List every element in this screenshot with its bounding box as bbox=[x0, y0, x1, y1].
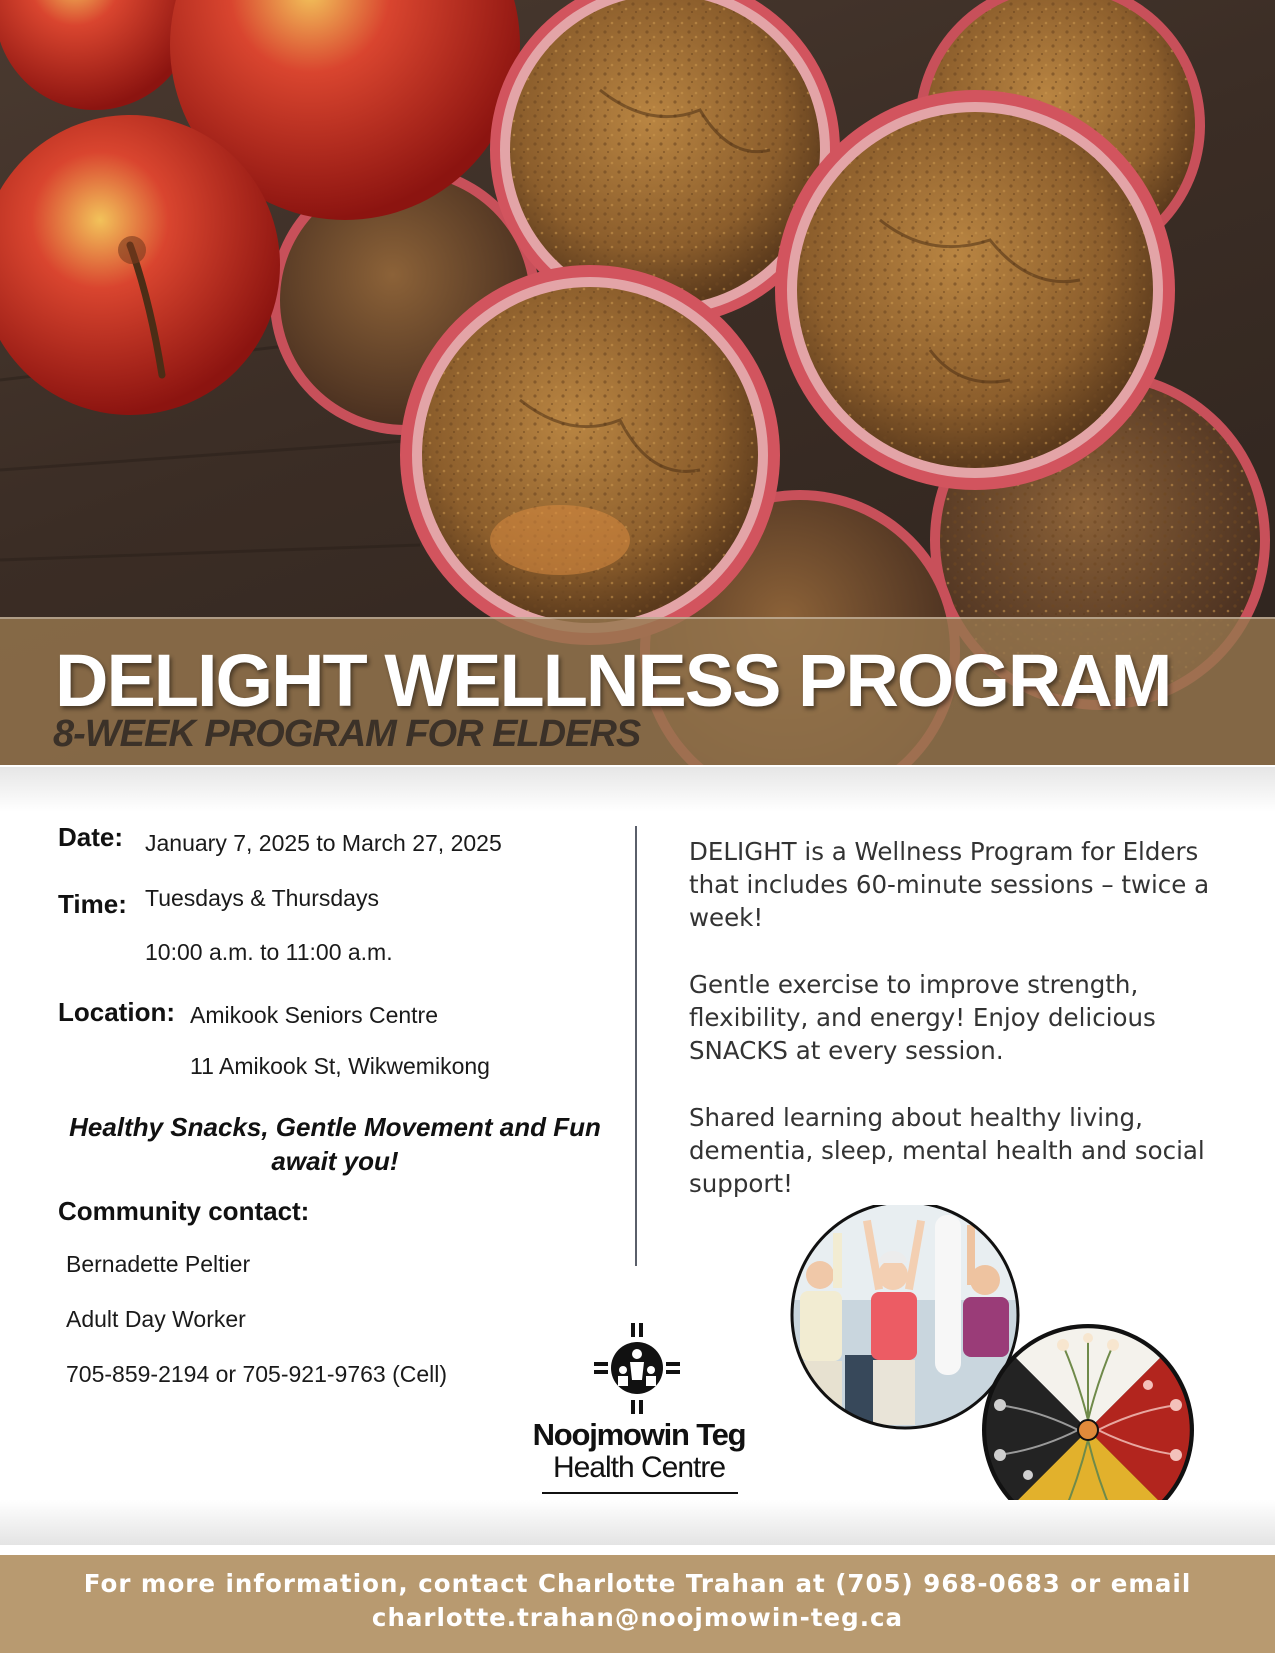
hero-banner bbox=[0, 0, 1275, 765]
footer-email[interactable]: charlotte.trahan@noojmowin-teg.ca bbox=[371, 1603, 904, 1632]
promo-line-2: await you! bbox=[271, 1146, 399, 1176]
medicine-figure-emblem-icon bbox=[510, 1318, 770, 1418]
footer-contact-bar bbox=[0, 1552, 1275, 1653]
logo-subname: Health Centre bbox=[552, 1451, 726, 1484]
footer-line-1: For more information, contact Charlotte Trahan at (705) 968-0683 or email bbox=[83, 1569, 1192, 1598]
contact-name: Bernadette Peltier bbox=[66, 1251, 251, 1277]
program-title: DELIGHT WELLNESS PROGRAM bbox=[55, 639, 1171, 722]
description-para-1: DELIGHT is a Wellness Program for Elders that includes 60-minute sessions – twice a week! bbox=[689, 837, 1210, 932]
time-days: Tuesdays & Thursdays bbox=[145, 885, 379, 911]
contact-role: Adult Day Worker bbox=[66, 1306, 246, 1332]
location-address: 11 Amikook St, Wikwemikong bbox=[190, 1053, 490, 1079]
contact-label: Community contact: bbox=[58, 1196, 310, 1226]
promo-line-1: Healthy Snacks, Gentle Movement and Fun bbox=[69, 1112, 601, 1142]
time-label: Time: bbox=[58, 889, 127, 919]
description-para-2: Gentle exercise to improve strength, flexibility, and energy! Enjoy delicious SNACKS at every session. bbox=[689, 970, 1156, 1065]
photo-illustrations bbox=[785, 1205, 1205, 1535]
time-hours: 10:00 a.m. to 11:00 a.m. bbox=[145, 939, 393, 965]
photo-group bbox=[785, 1205, 1205, 1540]
location-name: Amikook Seniors Centre bbox=[190, 1002, 438, 1028]
logo-rule bbox=[542, 1492, 738, 1494]
program-subtitle: 8-WEEK PROGRAM FOR ELDERS bbox=[53, 713, 641, 755]
location-label: Location: bbox=[58, 997, 175, 1027]
hero-shadow bbox=[0, 767, 1275, 812]
description-para-3: Shared learning about healthy living, dementia, sleep, mental health and social support! bbox=[689, 1103, 1205, 1198]
logo-name: Noojmowin Teg bbox=[532, 1417, 746, 1452]
contact-phone: 705-859-2194 or 705-921-9763 (Cell) bbox=[66, 1361, 448, 1387]
noojmowin-teg-logo bbox=[510, 1318, 770, 1518]
column-divider bbox=[635, 826, 637, 1266]
date-label: Date: bbox=[58, 822, 124, 852]
date-value: January 7, 2025 to March 27, 2025 bbox=[145, 830, 502, 856]
footer-shadow bbox=[0, 1500, 1275, 1545]
promo-text bbox=[60, 1110, 610, 1178]
